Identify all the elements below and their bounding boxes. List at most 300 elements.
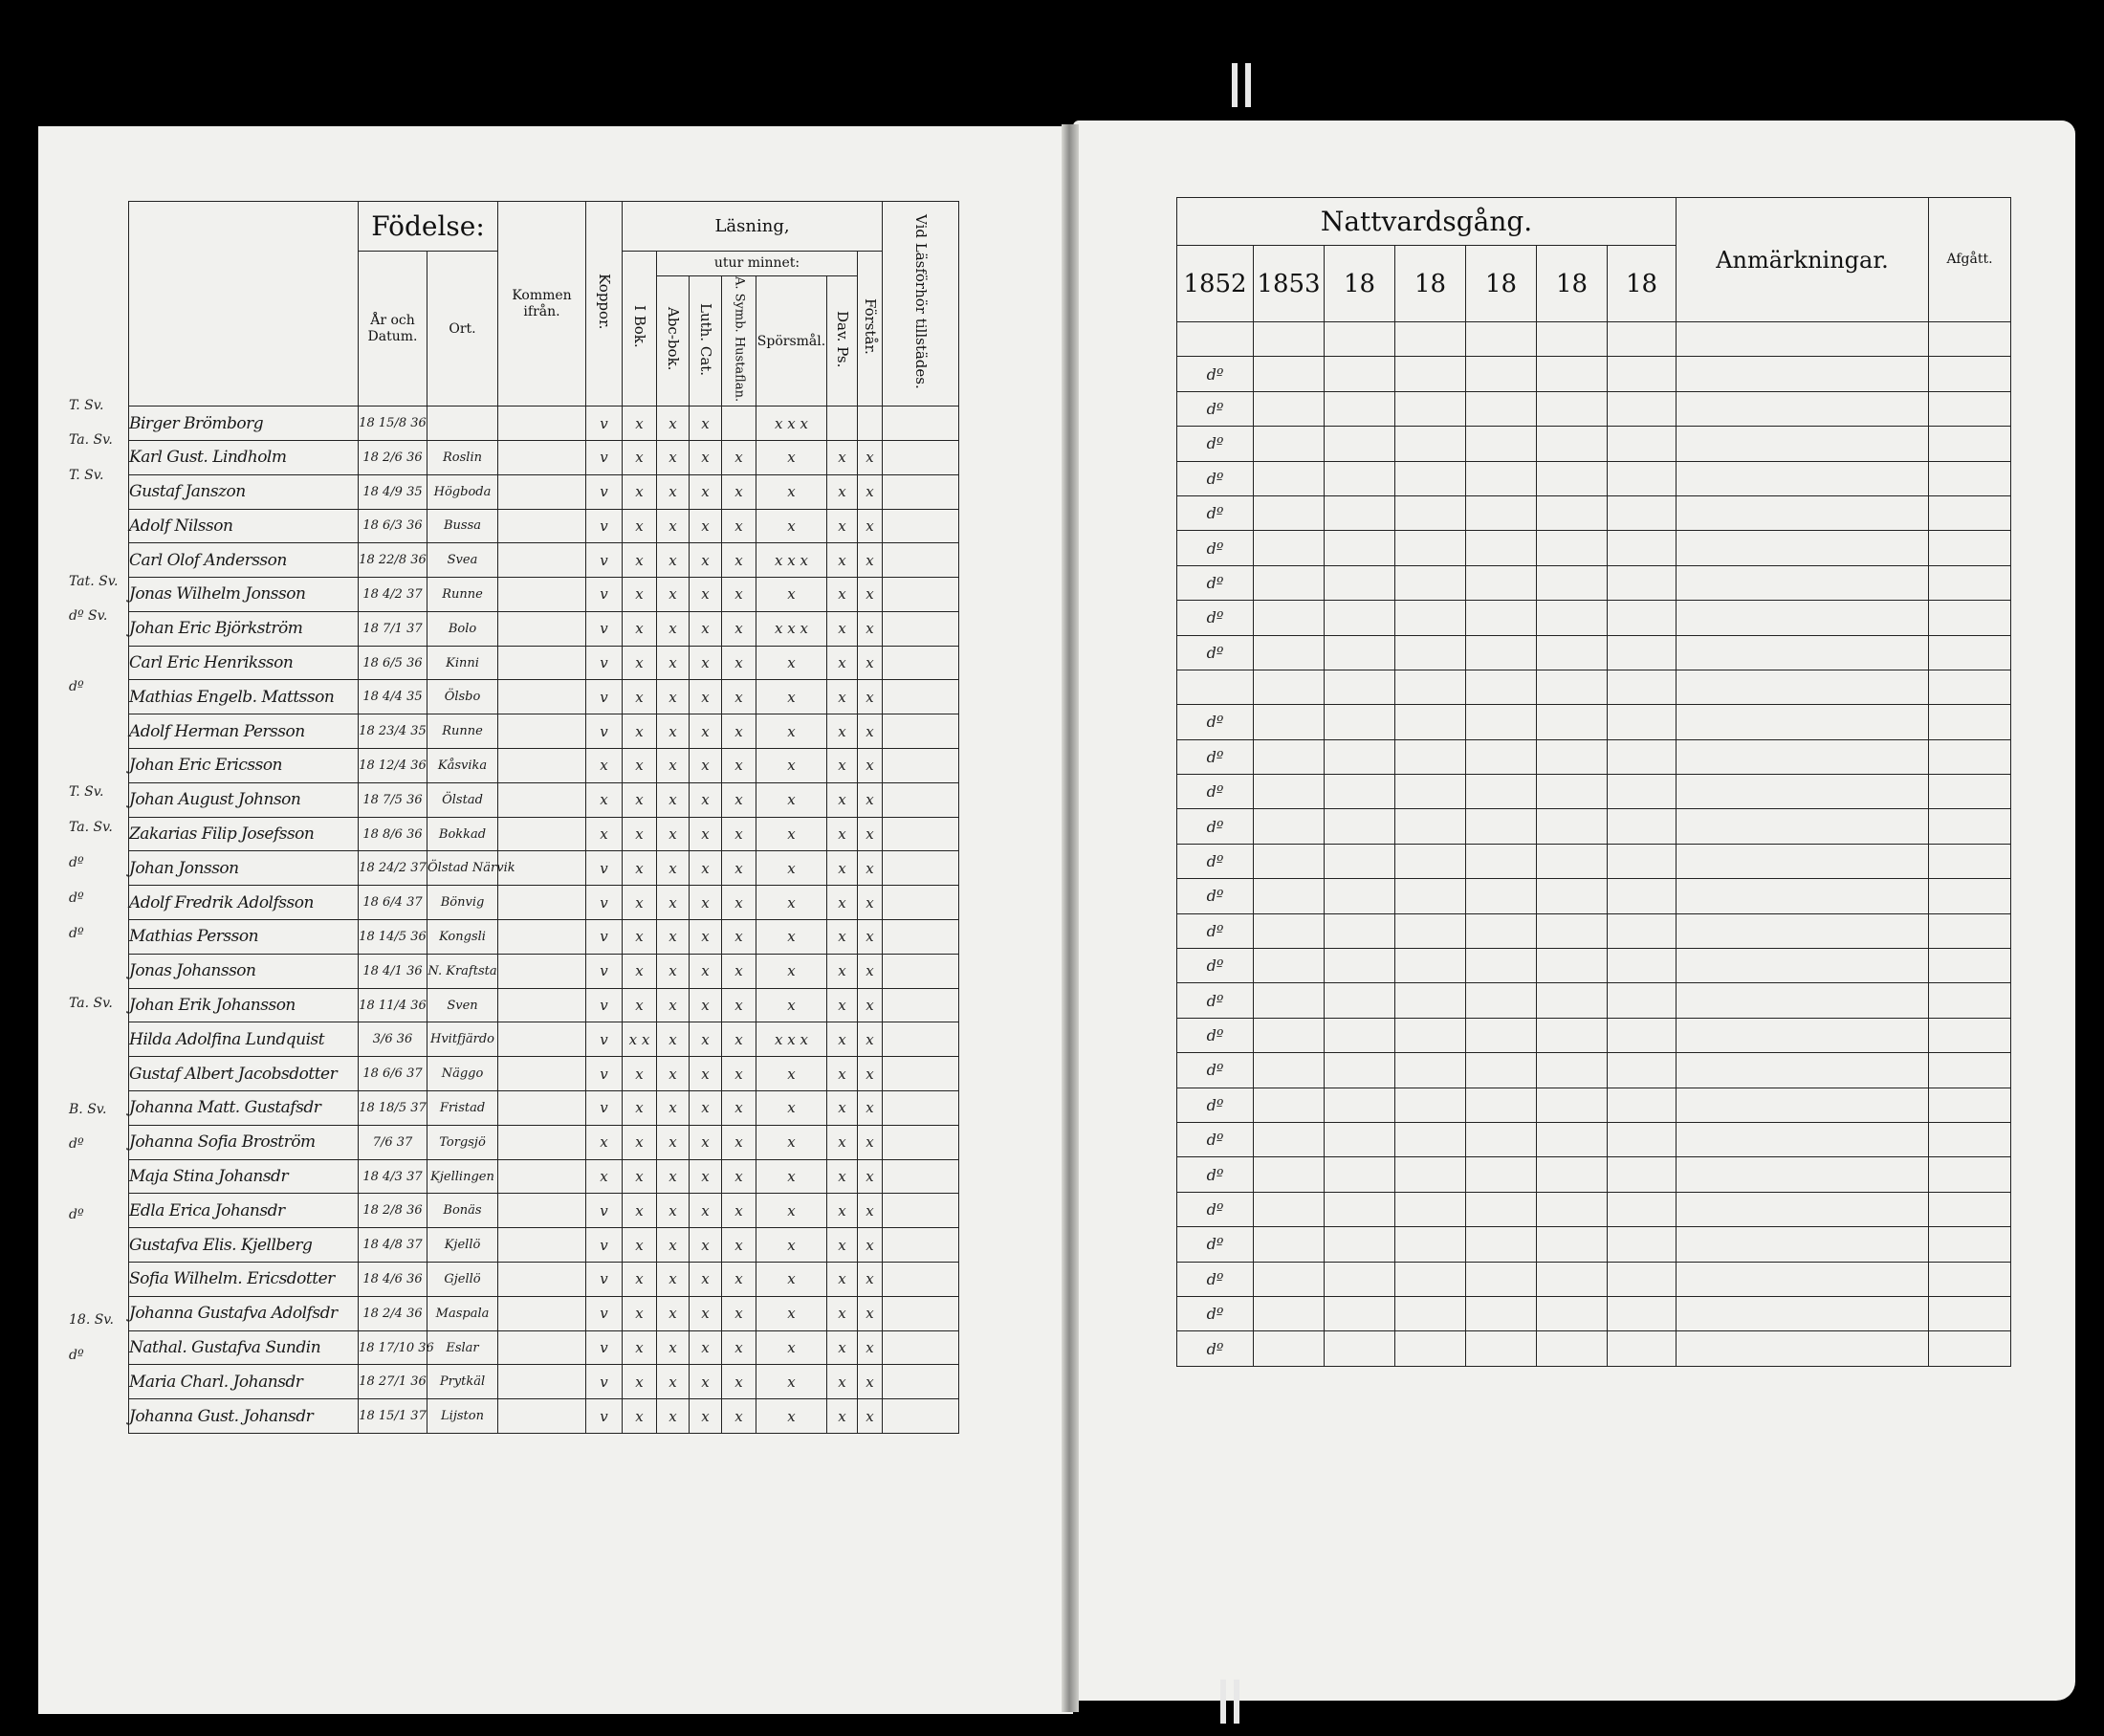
communion-row (1177, 1192, 2011, 1226)
communion-row (1177, 809, 2011, 844)
kommen-ifran-cell (498, 407, 586, 441)
empty-cell (1677, 879, 1929, 913)
year-header: 18 (1395, 246, 1466, 322)
i-bok-header: I Bok. (623, 252, 657, 407)
reading-mark: x (756, 714, 827, 749)
communion-1852: dº (1177, 1296, 1254, 1330)
reading-mark: x (623, 1263, 657, 1297)
empty-cell (1466, 635, 1537, 670)
person-name: Gustaf Janszon (129, 474, 359, 509)
empty-cell (1466, 427, 1537, 461)
reading-mark: x (827, 886, 858, 920)
birth-place (427, 407, 498, 441)
communion-1852 (1177, 670, 1254, 704)
communion-row (1177, 427, 2011, 461)
kommen-ifran-cell (498, 1399, 586, 1434)
empty-cell (1537, 1262, 1608, 1296)
reading-mark: x (827, 611, 858, 646)
empty-cell (1395, 983, 1466, 1018)
reading-mark: x (586, 1125, 623, 1159)
reading-mark: x (623, 1091, 657, 1126)
reading-mark: x (623, 749, 657, 783)
empty-cell (1677, 809, 1929, 844)
communion-row (1177, 670, 2011, 704)
reading-mark: x (858, 1022, 883, 1057)
empty-cell (1677, 427, 1929, 461)
empty-cell (1325, 1088, 1395, 1122)
communion-row (1177, 1296, 2011, 1330)
reading-mark: x (756, 646, 827, 680)
register-row (129, 1365, 959, 1399)
person-name: Johan August Johnson (129, 782, 359, 817)
empty-cell (883, 1263, 959, 1297)
empty-cell (1395, 1331, 1466, 1366)
birth-place: Bönvig (427, 886, 498, 920)
empty-cell (1325, 775, 1395, 809)
person-name: Edla Erica Johansdr (129, 1194, 359, 1228)
reading-mark: x (756, 886, 827, 920)
kommen-ifran-cell (498, 749, 586, 783)
margin-note: Ta. Sv. (69, 820, 113, 836)
empty-cell (1608, 1331, 1677, 1366)
empty-cell (1608, 635, 1677, 670)
reading-mark: x (657, 474, 690, 509)
anmarkningar-header: Anmärkningar. (1677, 198, 1929, 322)
reading-mark: x (657, 782, 690, 817)
empty-cell (1466, 1331, 1537, 1366)
empty-cell (1395, 1122, 1466, 1156)
reading-mark: x (690, 817, 722, 851)
reading-mark: x (586, 1159, 623, 1194)
empty-cell (1395, 1296, 1466, 1330)
person-name: Johan Eric Ericsson (129, 749, 359, 783)
empty-cell (1395, 357, 1466, 391)
birth-place: Bussa (427, 509, 498, 543)
empty-cell (1677, 322, 1929, 357)
reading-mark: x (827, 1022, 858, 1057)
empty-cell (1929, 495, 2011, 530)
reading-mark: x (657, 954, 690, 988)
reading-mark: x (756, 1159, 827, 1194)
birth-date: 18 15/1 37 (359, 1399, 427, 1434)
reading-mark: x (657, 749, 690, 783)
communion-row (1177, 531, 2011, 565)
reading-mark: x (722, 1228, 756, 1263)
kommen-ifran-cell (498, 1296, 586, 1330)
empty-cell (1608, 531, 1677, 565)
birth-place: Kjellö (427, 1228, 498, 1263)
empty-cell (1395, 635, 1466, 670)
kommen-ifran-cell (498, 646, 586, 680)
book-fold (1062, 124, 1079, 1712)
empty-cell (1608, 775, 1677, 809)
empty-cell (1395, 775, 1466, 809)
kommen-ifran-cell (498, 1365, 586, 1399)
reading-mark: x (657, 680, 690, 714)
reading-mark: x (827, 1194, 858, 1228)
birth-date: 18 8/6 36 (359, 817, 427, 851)
empty-cell (1929, 809, 2011, 844)
birth-place: Bolo (427, 611, 498, 646)
register-row (129, 1022, 959, 1057)
empty-cell (883, 646, 959, 680)
reading-mark: x (722, 714, 756, 749)
birth-date: 18 6/5 36 (359, 646, 427, 680)
register-row (129, 1091, 959, 1126)
empty-cell (1929, 879, 2011, 913)
margin-note: T. Sv. (69, 784, 104, 801)
person-name: Carl Eric Henriksson (129, 646, 359, 680)
reading-mark: x (657, 1057, 690, 1091)
empty-cell (1537, 775, 1608, 809)
birth-place: Torgsjö (427, 1125, 498, 1159)
register-row (129, 817, 959, 851)
empty-cell (883, 680, 959, 714)
birth-date: 18 17/10 36 (359, 1330, 427, 1365)
reading-mark: x (756, 474, 827, 509)
communion-1852: dº (1177, 879, 1254, 913)
empty-cell (883, 988, 959, 1022)
empty-cell (1537, 705, 1608, 739)
kommen-ifran-cell (498, 611, 586, 646)
birth-date: 3/6 36 (359, 1022, 427, 1057)
margin-note: 18. Sv. (69, 1312, 115, 1329)
empty-cell (1466, 775, 1537, 809)
communion-row (1177, 1331, 2011, 1366)
empty-cell (1608, 1227, 1677, 1262)
empty-cell (1325, 357, 1395, 391)
reading-mark: x (690, 680, 722, 714)
reading-mark: x x x (756, 543, 827, 578)
birth-date: 18 4/8 37 (359, 1228, 427, 1263)
communion-row (1177, 461, 2011, 495)
empty-cell (883, 920, 959, 955)
birth-date: 18 6/3 36 (359, 509, 427, 543)
empty-cell (883, 1022, 959, 1057)
empty-cell (1929, 601, 2011, 635)
communion-row (1177, 357, 2011, 391)
communion-1852: dº (1177, 357, 1254, 391)
birth-place: Högboda (427, 474, 498, 509)
register-row (129, 1125, 959, 1159)
empty-cell (1929, 1331, 2011, 1366)
kommen-ifran-cell (498, 543, 586, 578)
birth-place: Maspala (427, 1296, 498, 1330)
year-header: 18 (1325, 246, 1395, 322)
person-name: Birger Brömborg (129, 407, 359, 441)
kommen-ifran-cell (498, 1022, 586, 1057)
person-name: Jonas Wilhelm Jonsson (129, 578, 359, 612)
empty-cell (1325, 949, 1395, 983)
empty-cell (1677, 1018, 1929, 1052)
empty-cell (1677, 495, 1929, 530)
empty-cell (1537, 635, 1608, 670)
empty-cell (1254, 1157, 1325, 1192)
empty-cell (1254, 1122, 1325, 1156)
register-row (129, 1263, 959, 1297)
empty-cell (883, 543, 959, 578)
reading-mark: x (623, 1194, 657, 1228)
reading-mark: v (586, 1022, 623, 1057)
reading-mark: x (827, 1399, 858, 1434)
kommen-ifran-cell (498, 680, 586, 714)
empty-cell (1929, 1296, 2011, 1330)
kommen-ifran-cell (498, 1330, 586, 1365)
person-name: Zakarias Filip Josefsson (129, 817, 359, 851)
empty-cell (1929, 844, 2011, 878)
reading-mark: x (623, 1365, 657, 1399)
empty-cell (1254, 1331, 1325, 1366)
birth-place: Kåsvika (427, 749, 498, 783)
empty-cell (1466, 879, 1537, 913)
kommen-ifran-cell (498, 440, 586, 474)
reading-mark: x (657, 578, 690, 612)
reading-mark: x (858, 611, 883, 646)
year-header: 18 (1466, 246, 1537, 322)
margin-note: dº (69, 855, 84, 870)
empty-cell (1929, 983, 2011, 1018)
empty-cell (1537, 983, 1608, 1018)
reading-mark: v (586, 714, 623, 749)
empty-cell (1677, 1088, 1929, 1122)
communion-row (1177, 1227, 2011, 1262)
empty-cell (883, 611, 959, 646)
kommen-ifran-cell (498, 578, 586, 612)
register-row (129, 407, 959, 441)
reading-mark: x (690, 1022, 722, 1057)
communion-1852: dº (1177, 1053, 1254, 1088)
empty-cell (1677, 1227, 1929, 1262)
birth-date: 18 7/5 36 (359, 782, 427, 817)
communion-1852: dº (1177, 739, 1254, 774)
reading-mark: x (756, 680, 827, 714)
nattvardsgang-header: Nattvardsgång. (1177, 198, 1677, 246)
empty-cell (883, 954, 959, 988)
reading-mark: x (623, 1399, 657, 1434)
reading-mark: x (623, 954, 657, 988)
reading-mark: x (690, 1399, 722, 1434)
empty-cell (1395, 809, 1466, 844)
reading-mark: x (827, 1330, 858, 1365)
kommen-ifran-cell (498, 988, 586, 1022)
birth-place: Ölsbo (427, 680, 498, 714)
reading-mark: v (586, 440, 623, 474)
empty-cell (1254, 1192, 1325, 1226)
empty-cell (1395, 601, 1466, 635)
margin-note: dº (69, 890, 84, 906)
empty-cell (1537, 601, 1608, 635)
empty-cell (1929, 635, 2011, 670)
empty-cell (1929, 461, 2011, 495)
reading-mark: x x x (756, 407, 827, 441)
empty-cell (1677, 461, 1929, 495)
empty-cell (1608, 357, 1677, 391)
register-row (129, 886, 959, 920)
empty-cell (1608, 1262, 1677, 1296)
reading-mark: x (858, 680, 883, 714)
empty-cell (1929, 705, 2011, 739)
birth-date: 18 14/5 36 (359, 920, 427, 955)
margin-note: T. Sv. (69, 397, 104, 413)
empty-cell (1677, 1262, 1929, 1296)
empty-cell (1254, 879, 1325, 913)
empty-cell (1677, 565, 1929, 600)
kommen-ifran-cell (498, 886, 586, 920)
reading-mark: x (722, 1125, 756, 1159)
margin-note: Ta. Sv. (69, 432, 113, 449)
reading-mark: x (858, 474, 883, 509)
reading-mark: x (722, 1365, 756, 1399)
birth-place: Lijston (427, 1399, 498, 1434)
reading-mark: x (690, 543, 722, 578)
register-row (129, 1296, 959, 1330)
reading-mark: x (722, 988, 756, 1022)
empty-cell (1608, 913, 1677, 948)
reading-mark: x (827, 1228, 858, 1263)
reading-mark: x (623, 1228, 657, 1263)
reading-mark: x (722, 920, 756, 955)
communion-1852: dº (1177, 705, 1254, 739)
empty-cell (883, 1194, 959, 1228)
empty-cell (1608, 427, 1677, 461)
empty-cell (1537, 844, 1608, 878)
reading-mark: x (690, 407, 722, 441)
empty-cell (1537, 531, 1608, 565)
sporsmal-header: Spörsmål. (756, 276, 827, 407)
reading-mark: x (623, 714, 657, 749)
person-name: Johanna Gustafva Adolfsdr (129, 1296, 359, 1330)
empty-cell (883, 1159, 959, 1194)
margin-note: Ta. Sv. (69, 996, 113, 1012)
reading-mark: x (858, 1057, 883, 1091)
empty-cell (1254, 531, 1325, 565)
empty-cell (1325, 635, 1395, 670)
birth-date: 18 23/4 35 (359, 714, 427, 749)
register-row (129, 611, 959, 646)
birth-place: Sven (427, 988, 498, 1022)
lasning-header: Läsning, (623, 202, 883, 252)
register-row (129, 474, 959, 509)
communion-row (1177, 601, 2011, 635)
communion-row (1177, 1053, 2011, 1088)
reading-mark: x (858, 440, 883, 474)
reading-mark: x (657, 714, 690, 749)
kommen-ifran-cell (498, 1263, 586, 1297)
empty-cell (1537, 1296, 1608, 1330)
birth-place: Fristad (427, 1091, 498, 1126)
kommen-ifran-cell (498, 1194, 586, 1228)
year-header: 1852 (1177, 246, 1254, 322)
reading-mark: v (586, 680, 623, 714)
binding-mark-bottom-1 (1220, 1680, 1226, 1724)
empty-cell (1677, 739, 1929, 774)
reading-mark: x (623, 407, 657, 441)
birth-place: Bonäs (427, 1194, 498, 1228)
empty-cell (1466, 1122, 1537, 1156)
empty-cell (1677, 531, 1929, 565)
empty-cell (1466, 495, 1537, 530)
empty-cell (1466, 461, 1537, 495)
empty-cell (1537, 461, 1608, 495)
reading-mark: x (722, 954, 756, 988)
reading-mark: v (586, 886, 623, 920)
reading-mark: x (858, 817, 883, 851)
margin-note: dº Sv. (69, 608, 108, 625)
reading-mark: x (690, 954, 722, 988)
register-row (129, 954, 959, 988)
empty-cell (1395, 461, 1466, 495)
reading-mark: x (623, 988, 657, 1022)
reading-mark: x (657, 1365, 690, 1399)
empty-cell (1325, 670, 1395, 704)
empty-cell (1254, 949, 1325, 983)
empty-cell (1466, 1192, 1537, 1226)
communion-row (1177, 495, 2011, 530)
empty-cell (1395, 844, 1466, 878)
communion-row (1177, 705, 2011, 739)
empty-cell (1677, 913, 1929, 948)
reading-mark: v (586, 646, 623, 680)
empty-cell (883, 1228, 959, 1263)
person-name: Johanna Sofia Broström (129, 1125, 359, 1159)
empty-cell (1466, 1088, 1537, 1122)
empty-cell (1537, 1018, 1608, 1052)
communion-1852: dº (1177, 601, 1254, 635)
margin-note: dº (69, 1348, 84, 1364)
reading-mark: x (827, 1365, 858, 1399)
reading-mark: x (722, 1057, 756, 1091)
birth-place: Kongsli (427, 920, 498, 955)
reading-mark: x (827, 1057, 858, 1091)
reading-mark: x (756, 1228, 827, 1263)
reading-mark: x (827, 817, 858, 851)
reading-mark: v (586, 1263, 623, 1297)
empty-cell (883, 1399, 959, 1434)
empty-cell (1466, 1053, 1537, 1088)
empty-cell (1325, 1227, 1395, 1262)
reading-mark: x (722, 1159, 756, 1194)
reading-mark: x (690, 851, 722, 886)
reading-mark: x x (623, 1022, 657, 1057)
birth-place: Roslin (427, 440, 498, 474)
person-name: Mathias Engelb. Mattsson (129, 680, 359, 714)
reading-mark: x (657, 1091, 690, 1126)
reading-mark: x (858, 1125, 883, 1159)
binding-mark-top-2 (1245, 63, 1251, 107)
reading-mark: x (722, 578, 756, 612)
reading-mark: x (690, 886, 722, 920)
reading-mark: x (657, 817, 690, 851)
reading-mark: x (756, 1263, 827, 1297)
empty-cell (1325, 1018, 1395, 1052)
reading-mark: x (722, 851, 756, 886)
communion-1852 (1177, 322, 1254, 357)
person-name: Maria Charl. Johansdr (129, 1365, 359, 1399)
empty-cell (1466, 357, 1537, 391)
empty-cell (1677, 949, 1929, 983)
reading-mark: v (586, 1057, 623, 1091)
register-table-left (128, 201, 959, 1434)
empty-cell (1254, 601, 1325, 635)
birth-date: 18 15/8 36 (359, 407, 427, 441)
communion-1852: dº (1177, 983, 1254, 1018)
reading-mark: x (623, 646, 657, 680)
ar-och-datum-header: År och Datum. (359, 252, 427, 407)
reading-mark: x (827, 920, 858, 955)
reading-mark: x (722, 509, 756, 543)
empty-cell (883, 851, 959, 886)
empty-cell (1395, 427, 1466, 461)
